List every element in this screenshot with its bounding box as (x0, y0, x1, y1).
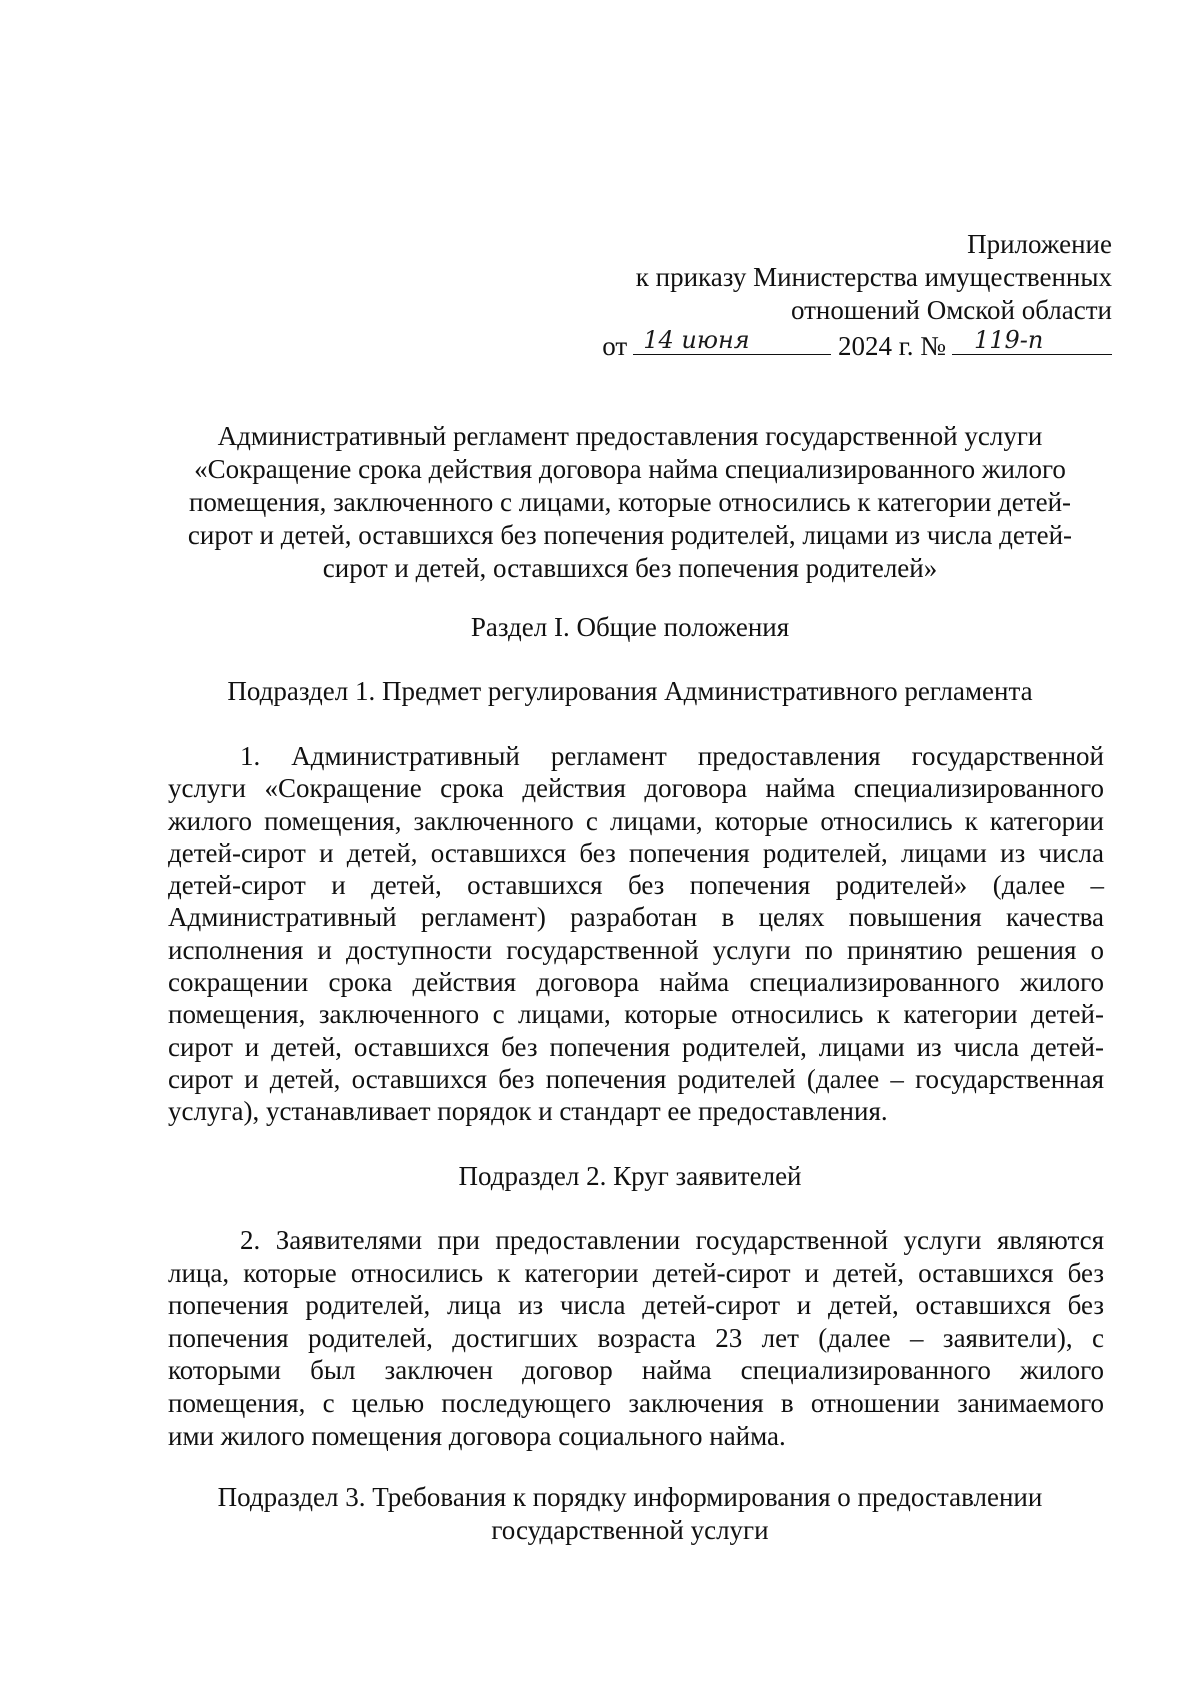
handwritten-number: 119-п (974, 326, 1044, 354)
date-prefix: от (602, 331, 628, 361)
paragraph-line: 1. Административный регламент предоставления государственной (240, 741, 1104, 771)
appendix-ministry-line: отношений Омской области (790, 295, 1112, 325)
paragraph-line: сокращении срока действия договора найма специализированного жилого (168, 967, 1104, 998)
paragraph-line: Административный регламент) разработан в целях повышения качества (168, 902, 1104, 933)
paragraph-line: 2. Заявителями при предоставлении государственной услуги являются (240, 1225, 1104, 1255)
subsection-1-heading: Подраздел 1. Предмет регулирования Административного регламента (227, 676, 1033, 706)
paragraph-line: которыми был заключен договор найма специализированного жилого (168, 1355, 1104, 1386)
paragraph-line: помещения, заключенного с лицами, которые относились к категории детей- (168, 999, 1104, 1030)
handwritten-date: 14 июня (643, 326, 750, 354)
order-year: 2024 г. № (837, 331, 946, 361)
paragraph-line: детей-сирот и детей, оставшихся без попечения родителей» (далее – (168, 870, 1104, 901)
paragraph-line: лица, которые относились к категории детей-сирот и детей, оставшихся без (168, 1257, 1104, 1288)
title-line: сирот и детей, оставшихся без попечения родителей» (322, 553, 938, 583)
paragraph-line: исполнения и доступности государственной услуги по принятию решения о (168, 934, 1104, 965)
paragraph-1 (168, 740, 1104, 1128)
paragraph-line: ими жилого помещения договора социального найма. (168, 1420, 786, 1451)
paragraph-line: детей-сирот и детей, оставшихся без попечения родителей, лицами из числа (168, 837, 1104, 868)
paragraph-line: попечения родителей, лица из числа детей-сирот и детей, оставшихся без (168, 1290, 1104, 1321)
paragraph-line: услуга), устанавливает порядок и стандарт ее предоставления. (168, 1096, 888, 1127)
paragraph-line: попечения родителей, достигших возраста 23 лет (далее – заявители), с (168, 1322, 1104, 1353)
appendix-label: Приложение (967, 229, 1112, 259)
heading-line: государственной услуги (491, 1515, 769, 1545)
section-heading: Раздел I. Общие положения (470, 612, 790, 642)
appendix-order-line: к приказу Министерства имущественных (635, 262, 1112, 292)
paragraph-line: жилого помещения, заключенного с лицами, которые относились к категории (168, 805, 1104, 836)
title-line: Административный регламент предоставления государственной услуги (217, 421, 1043, 451)
date-fill-line (633, 327, 831, 355)
title-line: сирот и детей, оставшихся без попечения родителей, лицами из числа детей- (187, 520, 1073, 550)
heading-line: Подраздел 3. Требования к порядку информирования о предоставлении (217, 1482, 1043, 1512)
document-title (180, 420, 1080, 585)
appendix-block (602, 228, 1112, 363)
number-fill-line (952, 327, 1112, 355)
order-date-line (602, 327, 1112, 363)
subsection-3-heading (180, 1481, 1080, 1547)
paragraph-line: сирот и детей, оставшихся без попечения родителей, лицами из числа детей- (168, 1031, 1104, 1062)
title-line: помещения, заключенного с лицами, которые относились к категории детей- (188, 487, 1072, 517)
paragraph-line: сирот и детей, оставшихся без попечения родителей (далее – государственная (168, 1063, 1104, 1094)
paragraph-line: помещения, с целью последующего заключения в отношении занимаемого (168, 1387, 1104, 1418)
title-line: «Сокращение срока действия договора найма специализированного жилого (194, 454, 1066, 484)
paragraph-line: услуги «Сокращение срока действия договора найма специализированного (168, 773, 1104, 804)
subsection-2-heading: Подраздел 2. Круг заявителей (458, 1161, 802, 1191)
paragraph-2 (168, 1224, 1104, 1452)
